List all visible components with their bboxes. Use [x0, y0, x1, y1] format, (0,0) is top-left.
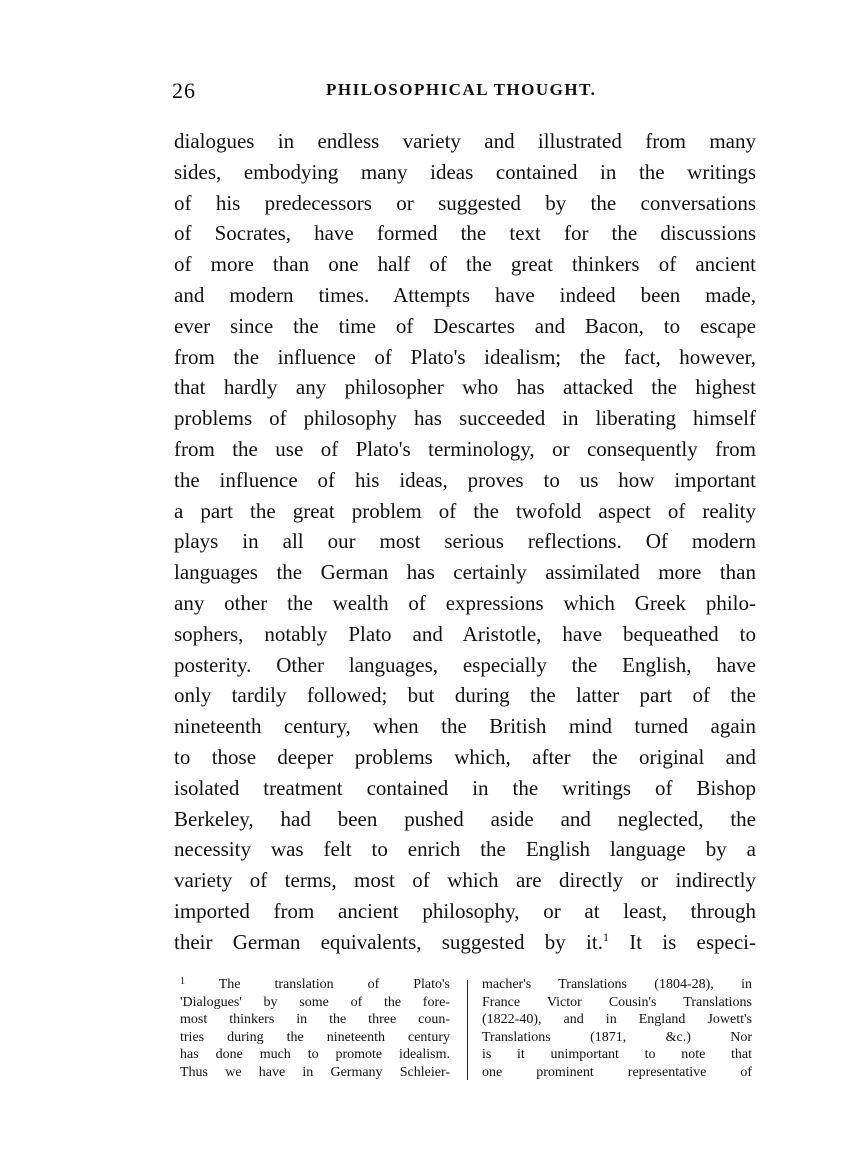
footnote-first-text: The translation of Plato's — [185, 977, 450, 992]
text-line: plays in all our most serious reflections. Of modern — [174, 529, 756, 554]
text-line: to those deeper problems which, after the original and — [174, 744, 756, 769]
footnote-column-right — [482, 976, 752, 1082]
text-line: Berkeley, had been pushed aside and neglected, the — [174, 806, 756, 831]
footnote-line — [180, 976, 450, 994]
footnote-line: 'Dialogues' by some of the fore- — [180, 994, 450, 1010]
text-line: languages the German has certainly assimilated more than — [174, 560, 756, 585]
text-line: imported from ancient philosophy, or at least, through — [174, 898, 756, 923]
running-title: PHILOSOPHICAL THOUGHT. — [326, 80, 597, 99]
text-line: and modern times. Attempts have indeed been made, — [174, 282, 756, 307]
text-line: problems of philosophy has succeeded in liberating himself — [174, 406, 756, 431]
text-line: necessity was felt to enrich the English language by a — [174, 837, 756, 862]
footnote-line: (1822-40), and in England Jowett's — [482, 1012, 752, 1028]
page-number: 26 — [172, 78, 196, 103]
text-line: isolated treatment contained in the writings of Bishop — [174, 775, 756, 800]
text-line: a part the great problem of the twofold aspect of reality — [174, 498, 756, 523]
last-line-after: It is especi- — [608, 929, 756, 954]
footnote-reference[interactable]: 1 — [602, 929, 609, 944]
text-line: dialogues in endless variety and illustrated from many — [174, 129, 756, 153]
footnote-line: has done much to promote idealism. — [180, 1047, 450, 1063]
footnote-column-left — [180, 976, 450, 1082]
footnote-line: Thus we have in Germany Schleier- — [180, 1064, 450, 1080]
footnote-line: macher's Translations (1804-28), in — [482, 977, 752, 992]
footnote-line: most thinkers in the three coun- — [180, 1012, 450, 1028]
footnote-column-divider — [467, 980, 468, 1080]
text-line: sides, embodying many ideas contained in the writings — [174, 159, 756, 184]
text-line: that hardly any philosopher who has attacked the highest — [174, 375, 756, 400]
footnote-line: France Victor Cousin's Translations — [482, 994, 752, 1010]
body-text — [174, 126, 756, 958]
text-line: nineteenth century, when the British mind turned again — [174, 714, 756, 739]
footnote-line: Translations (1871, &c.) Nor — [482, 1029, 752, 1045]
footnote-line: is it unimportant to note that — [482, 1047, 752, 1063]
text-line: variety of terms, most of which are directly or indirectly — [174, 868, 756, 893]
text-line: only tardily followed; but during the latter part of the — [174, 683, 756, 708]
footnote-marker: 1 — [180, 976, 185, 987]
text-line: the influence of his ideas, proves to us how important — [174, 467, 756, 492]
text-line: posterity. Other languages, especially the English, have — [174, 652, 756, 677]
text-line: of more than one half of the great thinkers of ancient — [174, 252, 756, 277]
footnote-line: tries during the nineteenth century — [180, 1029, 450, 1045]
text-line-last — [174, 927, 756, 958]
text-line: ever since the time of Descartes and Bacon, to escape — [174, 313, 756, 338]
text-line: of his predecessors or suggested by the conversations — [174, 190, 756, 215]
page-header — [172, 78, 756, 108]
text-line: from the influence of Plato's idealism; the fact, however, — [174, 344, 756, 369]
footnotes — [180, 976, 756, 1088]
text-line: from the use of Plato's terminology, or consequently from — [174, 436, 756, 461]
text-line: sophers, notably Plato and Aristotle, have bequeathed to — [174, 621, 756, 646]
text-line: any other the wealth of expressions which Greek philo- — [174, 590, 756, 615]
footnote-line: one prominent representative of — [482, 1064, 752, 1080]
last-line-before: their German equivalents, suggested by it. — [174, 929, 603, 954]
text-line: of Socrates, have formed the text for the discussions — [174, 221, 756, 246]
